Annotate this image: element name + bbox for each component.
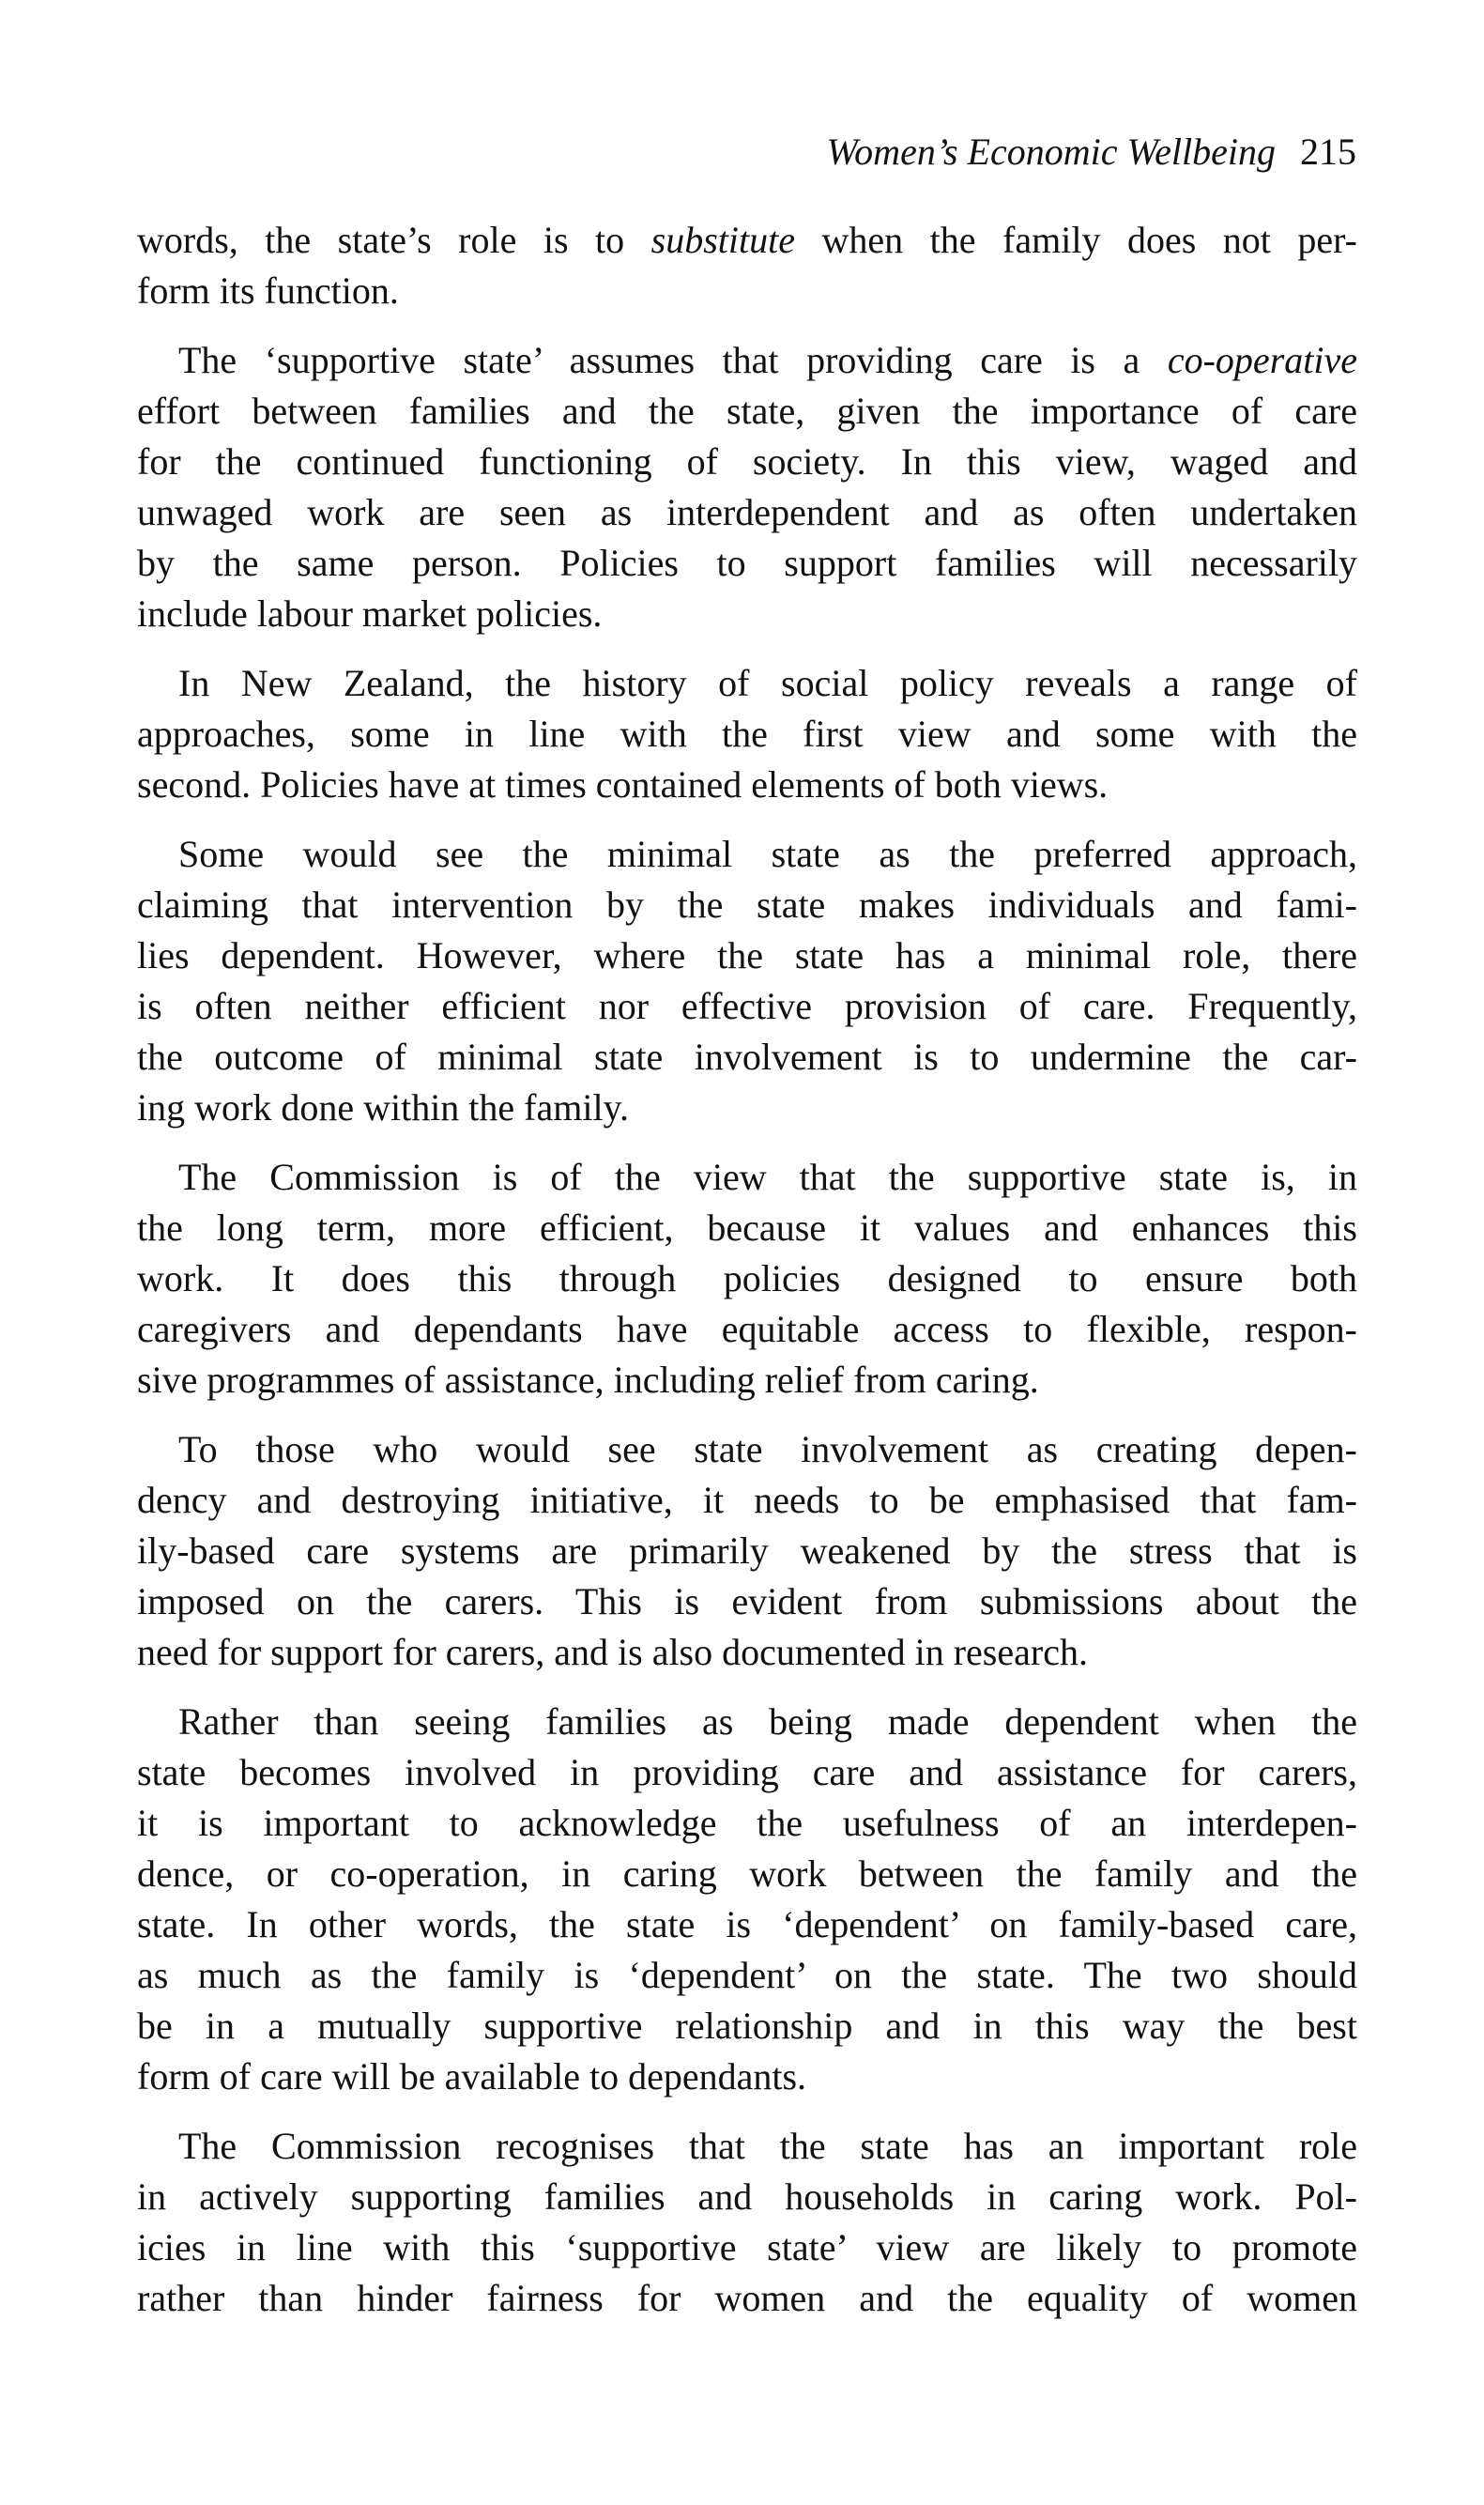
text-segment: Rather than seeing families as being made dependent when the [178, 1700, 1357, 1743]
text-line [137, 1424, 1357, 1475]
text-line [137, 335, 1357, 386]
page-number: 215 [1300, 131, 1356, 173]
text-line [137, 1083, 1357, 1133]
text-line [137, 829, 1357, 880]
text-segment: To those who would see state involvement as creating depen- [178, 1428, 1357, 1470]
text-line [137, 2121, 1357, 2172]
emphasis-text: substitute [650, 219, 795, 261]
text-line [137, 2001, 1357, 2052]
text-segment: rather than hinder fairness for women and the equality of women [137, 2277, 1357, 2319]
text-line [137, 1697, 1357, 1747]
text-segment: unwaged work are seen as interdependent and as often undertaken [137, 491, 1357, 533]
text-segment: approaches, some in line with the first view and some with the [137, 713, 1357, 755]
text-segment: as much as the family is ‘dependent’ on the state. The two should [137, 1954, 1357, 1996]
text-line [137, 1152, 1357, 1203]
paragraph [137, 829, 1357, 1133]
text-line [137, 487, 1357, 538]
text-line [137, 1304, 1357, 1355]
text-line [137, 1355, 1357, 1406]
text-segment: for the continued functioning of society. In this view, waged and [137, 440, 1357, 483]
text-line [137, 2172, 1357, 2222]
text-line [137, 981, 1357, 1032]
paragraph [137, 2121, 1357, 2324]
text-line [137, 1032, 1357, 1083]
text-line [137, 1627, 1357, 1678]
paragraph [137, 1424, 1357, 1678]
text-segment: The Commission recognises that the state has an important role [178, 2125, 1357, 2167]
text-line [137, 1849, 1357, 1899]
emphasis-text: co-operative [1167, 339, 1357, 381]
text-line [137, 1475, 1357, 1526]
paragraph [137, 1152, 1357, 1406]
text-segment: effort between families and the state, given the importance of care [137, 390, 1357, 432]
text-segment: imposed on the carers. This is evident from submissions about the [137, 1580, 1357, 1622]
text-segment: be in a mutually supportive relationship and in this way the best [137, 2005, 1357, 2047]
text-segment: ing work done within the family. [137, 1086, 629, 1129]
text-segment: work. It does this through policies designed to ensure both [137, 1257, 1357, 1299]
text-line [137, 538, 1357, 589]
text-line [137, 437, 1357, 487]
text-segment: The ‘supportive state’ assumes that providing care is a [178, 339, 1168, 381]
text-line [137, 658, 1357, 709]
text-line [137, 1798, 1357, 1849]
text-line [137, 930, 1357, 981]
text-segment: caregivers and dependants have equitable access to flexible, respon- [137, 1308, 1357, 1350]
text-line [137, 215, 1357, 266]
paragraph [137, 335, 1357, 639]
text-segment: it is important to acknowledge the usefulness of an interdepen- [137, 1802, 1357, 1844]
text-segment: include labour market policies. [137, 592, 603, 635]
running-title: Women’s Economic Wellbeing [826, 131, 1276, 173]
text-line [137, 266, 1357, 316]
text-segment: when the family does not per- [795, 219, 1357, 261]
text-segment: dency and destroying initiative, it needs to be emphasised that fam- [137, 1479, 1357, 1521]
text-line [137, 880, 1357, 930]
text-segment: in actively supporting families and households in caring work. Pol- [137, 2175, 1357, 2218]
text-line [137, 1526, 1357, 1576]
text-segment: The Commission is of the view that the supportive state is, in [178, 1156, 1357, 1198]
text-line [137, 1747, 1357, 1798]
text-segment: the outcome of minimal state involvement is to undermine the car- [137, 1036, 1357, 1078]
text-line [137, 1899, 1357, 1950]
text-segment: Some would see the minimal state as the preferred approach, [178, 833, 1357, 875]
text-segment: dence, or co-operation, in caring work between the family and the [137, 1852, 1357, 1895]
text-segment: form of care will be available to dependants. [137, 2055, 807, 2098]
text-segment: sive programmes of assistance, including relief from caring. [137, 1359, 1039, 1401]
text-line [137, 709, 1357, 760]
text-segment: the long term, more efficient, because it values and enhances this [137, 1206, 1357, 1249]
text-segment: icies in line with this ‘supportive state’ view are likely to promote [137, 2226, 1357, 2268]
text-line [137, 2052, 1357, 2102]
text-line [137, 1950, 1357, 2001]
running-header [827, 127, 1356, 177]
text-segment: form its function. [137, 269, 399, 312]
text-segment: words, the state’s role is to [137, 219, 651, 261]
text-line [137, 1253, 1357, 1304]
text-segment: need for support for carers, and is also documented in research. [137, 1631, 1088, 1673]
text-segment: lies dependent. However, where the state has a minimal role, there [137, 934, 1357, 976]
text-segment: claiming that intervention by the state makes individuals and fami- [137, 884, 1357, 926]
text-line [137, 386, 1357, 437]
paragraph [137, 658, 1357, 810]
paragraph [137, 215, 1357, 316]
text-segment: is often neither efficient nor effective provision of care. Frequently, [137, 985, 1357, 1027]
paragraph [137, 1697, 1357, 2102]
text-segment: state. In other words, the state is ‘dependent’ on family-based care, [137, 1903, 1357, 1945]
body-text [137, 215, 1357, 2343]
text-line [137, 1203, 1357, 1253]
text-line [137, 1576, 1357, 1627]
text-segment: In New Zealand, the history of social policy reveals a range of [178, 662, 1357, 704]
text-segment: ily-based care systems are primarily weakened by the stress that is [137, 1529, 1357, 1572]
text-line [137, 760, 1357, 810]
text-line [137, 2222, 1357, 2273]
text-segment: state becomes involved in providing care and assistance for carers, [137, 1751, 1357, 1793]
text-line [137, 2273, 1357, 2324]
text-segment: by the same person. Policies to support families will necessarily [137, 542, 1357, 584]
text-line [137, 589, 1357, 639]
text-segment: second. Policies have at times contained elements of both views. [137, 763, 1109, 806]
